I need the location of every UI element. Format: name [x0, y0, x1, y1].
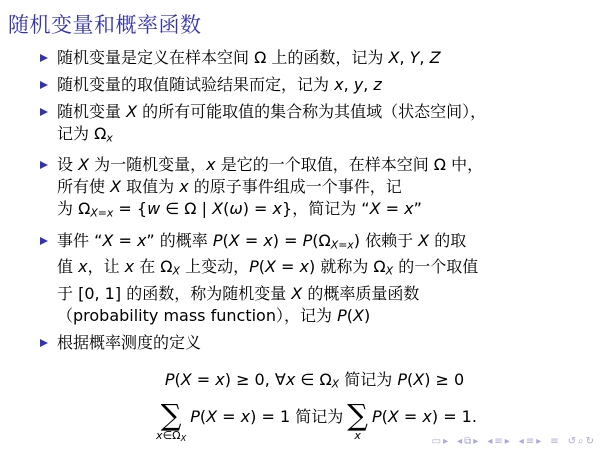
nav-find-icon[interactable]: ⌕: [578, 436, 584, 447]
text-segment: ) = 1 简记为: [250, 406, 344, 426]
text-segment: (: [258, 257, 265, 277]
math-segment: x: [240, 406, 251, 426]
nav-section-prev-icon[interactable]: ◂: [518, 436, 524, 447]
text-segment: 在 Ω: [134, 257, 173, 277]
math-segment: P: [337, 305, 347, 325]
math-segment: x: [215, 369, 225, 389]
math-segment: X: [206, 406, 218, 426]
bullet-text: [57, 154, 483, 224]
math-segment: x: [272, 199, 283, 219]
text-segment: ,: [419, 48, 430, 67]
math-segment: X: [385, 264, 394, 278]
formula-nonnegativity: [40, 369, 589, 395]
text-segment: 所有使: [57, 177, 111, 197]
math-segment: x: [263, 230, 273, 250]
text-segment: 的所有可能取值的集合称为其值域（状态空间），: [137, 102, 487, 121]
math-segment: x: [354, 428, 361, 442]
math-segment: X=x: [90, 206, 114, 220]
math-segment: y: [353, 75, 364, 94]
math-segment: w: [147, 199, 161, 219]
text-segment: (: [406, 369, 414, 389]
sum-limit: [354, 430, 361, 442]
sigma-icon: ∑: [160, 397, 182, 432]
math-segment: x: [136, 230, 147, 250]
bullet-line: [57, 47, 441, 69]
text-segment: 随机变量的取值随试验结果而定，记为: [57, 75, 335, 94]
math-segment: P: [397, 369, 407, 389]
math-segment: X: [352, 305, 364, 325]
text-segment: ) = 1.: [431, 406, 477, 426]
bullet-text: [57, 332, 201, 354]
nav-group: [567, 437, 595, 447]
text-segment: 的一个取值: [393, 257, 479, 277]
text-segment: 为 Ω: [57, 199, 91, 219]
bullet-line: [57, 332, 201, 354]
bullet-line: [57, 230, 478, 256]
math-segment: x: [404, 199, 414, 219]
text-segment: ,: [343, 75, 354, 94]
text-segment: =: [113, 230, 137, 250]
sum-operator-domain: [156, 399, 186, 444]
math-segment: Y: [409, 48, 420, 67]
bullet-item: [40, 154, 589, 224]
text-segment: =: [380, 199, 405, 219]
text-segment: ∈ Ω |: [160, 199, 213, 219]
math-segment: Z: [429, 48, 441, 67]
sum-operator-short: [347, 399, 368, 442]
text-segment: =: [398, 406, 423, 426]
math-segment: X: [126, 102, 138, 121]
text-segment: (: [223, 199, 230, 219]
bullet-line: [57, 198, 483, 224]
nav-section-next-icon[interactable]: ▸: [536, 436, 542, 447]
nav-frame-prev-icon[interactable]: ◂: [457, 436, 463, 447]
text-segment: (: [222, 230, 229, 250]
text-segment: 随机变量是定义在样本空间 Ω 上的函数，记为: [57, 48, 389, 67]
text-segment: 随机变量: [57, 102, 127, 121]
math-segment: X: [212, 199, 224, 219]
text-segment: }，简记为 “: [282, 199, 370, 219]
bullet-triangle-icon: [40, 237, 48, 245]
math-segment: P: [164, 369, 175, 389]
nav-subsection-next-icon[interactable]: ▸: [504, 436, 510, 447]
text-segment: (: [346, 305, 353, 325]
math-segment: X: [102, 230, 114, 250]
text-segment: ，让: [87, 257, 125, 277]
text-segment: =: [191, 369, 216, 389]
bullet-text: [57, 101, 486, 149]
text-segment: =: [275, 257, 300, 277]
bullet-line: [57, 283, 478, 305]
text-segment: ): [363, 305, 371, 325]
beamer-nav: [431, 437, 595, 447]
math-segment: X: [369, 199, 381, 219]
text-segment: 上变动，: [179, 257, 250, 277]
math-segment: x: [78, 257, 88, 277]
text-segment: =: [239, 230, 264, 250]
bullet-line: [57, 305, 478, 327]
nav-frame-next-icon[interactable]: ▸: [473, 436, 479, 447]
text-segment: ” 的概率: [146, 230, 213, 250]
math-segment: P: [249, 257, 259, 277]
text-segment: 于 [0, 1] 的函数，称为随机变量: [57, 283, 292, 303]
text-segment: ) =: [272, 230, 303, 250]
math-segment: X: [180, 432, 187, 443]
text-segment: 为一随机变量，: [89, 155, 207, 175]
nav-slide-icon[interactable]: ▭: [431, 436, 442, 447]
bullet-triangle-icon: [40, 339, 48, 347]
text-segment: ) 依赖于: [353, 230, 419, 250]
math-segment: x: [334, 75, 344, 94]
math-segment: X: [331, 376, 340, 390]
bullet-triangle-icon: [40, 161, 48, 169]
text-segment: ) =: [242, 199, 273, 219]
bullet-line: [57, 176, 483, 198]
nav-search-back-icon[interactable]: ↺: [567, 436, 576, 447]
math-segment: x: [285, 369, 296, 389]
bullet-line: [57, 74, 382, 96]
math-segment: x: [156, 428, 163, 442]
slide-body: [40, 47, 589, 444]
math-segment: X: [110, 177, 122, 197]
nav-search-forward-icon[interactable]: ↻: [585, 436, 594, 447]
text-segment: ”: [413, 199, 422, 219]
bullet-triangle-icon: [40, 81, 48, 89]
text-segment: (: [199, 406, 207, 426]
bullet-line: [57, 256, 478, 282]
text-segment: ∈ Ω: [295, 369, 332, 389]
math-segment: z: [373, 75, 382, 94]
bullet-triangle-icon: [40, 108, 48, 116]
bullet-item: [40, 74, 589, 96]
formula-mid-text: [190, 399, 343, 428]
math-segment: X: [418, 230, 430, 250]
text-segment: 设: [57, 155, 79, 175]
math-segment: X: [172, 264, 180, 278]
text-segment: 的原子事件组成一个事件，记: [188, 177, 402, 197]
text-segment: ∈Ω: [162, 428, 181, 442]
nav-group: [549, 437, 559, 447]
math-segment: X: [291, 283, 303, 303]
text-segment: ,: [363, 75, 374, 94]
bullet-text: [57, 47, 441, 69]
sum-limit: [156, 430, 186, 444]
nav-section-icon[interactable]: ≡: [525, 436, 535, 447]
bullet-triangle-icon: [40, 54, 48, 62]
math-segment: X: [388, 48, 400, 67]
text-segment: （probability mass function），记为: [57, 305, 338, 325]
text-segment: (: [174, 369, 181, 389]
nav-group: [518, 437, 542, 447]
math-segment: x: [106, 131, 113, 145]
text-segment: 取值为: [121, 177, 180, 197]
text-segment: (Ω: [312, 230, 331, 250]
nav-subsection-prev-icon[interactable]: ◂: [487, 436, 493, 447]
math-segment: P: [371, 406, 382, 426]
math-segment: P: [212, 230, 223, 250]
nav-subsection-icon[interactable]: ≡: [494, 436, 503, 447]
sigma-icon: ∑: [347, 397, 368, 432]
nav-group: [486, 437, 510, 447]
bullet-line: [57, 101, 486, 123]
text-segment: 根据概率测度的定义: [57, 332, 202, 352]
text-segment: 事件 “: [57, 230, 103, 250]
nav-appendix-icon[interactable]: ≡: [550, 436, 559, 447]
bullet-item: [40, 230, 589, 327]
nav-frame-icon[interactable]: ⧉: [464, 436, 472, 447]
math-segment: X=x: [330, 238, 354, 252]
nav-group: [431, 437, 449, 447]
math-segment: X: [180, 369, 192, 389]
math-segment: x: [422, 406, 432, 426]
math-segment: x: [299, 257, 309, 277]
bullet-item: [40, 332, 589, 354]
formula-end-text: [372, 399, 477, 428]
text-segment: 记为 Ω: [57, 124, 107, 143]
text-segment: 的取: [429, 230, 467, 250]
text-segment: 的概率质量函数: [302, 283, 420, 303]
bullet-item: [40, 101, 589, 149]
text-segment: ,: [399, 48, 410, 67]
text-segment: (: [381, 406, 388, 426]
math-segment: X: [387, 406, 399, 426]
math-segment: P: [190, 406, 200, 426]
bullet-item: [40, 47, 589, 69]
text-segment: =: [217, 406, 241, 426]
nav-group: [456, 437, 479, 447]
math-segment: x: [179, 177, 189, 197]
math-segment: X: [228, 230, 240, 250]
nav-slide-next-icon[interactable]: ▸: [443, 436, 449, 447]
bullet-line: [57, 154, 483, 176]
math-segment: ω: [229, 199, 243, 219]
bullet-list: [40, 47, 589, 354]
bullet-text: [57, 230, 478, 327]
text-segment: ) 就称为 Ω: [309, 257, 386, 277]
math-segment: X: [78, 155, 90, 175]
slide-title: 随机变量和概率函数: [8, 13, 202, 37]
text-segment: 是它的一个取值，在样本空间 Ω 中，: [215, 155, 484, 175]
bullet-line: [57, 123, 486, 149]
math-segment: x: [124, 257, 135, 277]
math-segment: P: [302, 230, 313, 250]
math-segment: X: [413, 369, 425, 389]
text-segment: ) ≥ 0, ∀: [224, 369, 286, 389]
bullet-text: [57, 74, 382, 96]
text-segment: 简记为: [339, 369, 398, 389]
math-segment: x: [206, 155, 216, 175]
math-segment: X: [264, 257, 276, 277]
text-segment: ) ≥ 0: [424, 369, 465, 389]
text-segment: 值: [57, 257, 79, 277]
text-segment: = {: [113, 199, 148, 219]
